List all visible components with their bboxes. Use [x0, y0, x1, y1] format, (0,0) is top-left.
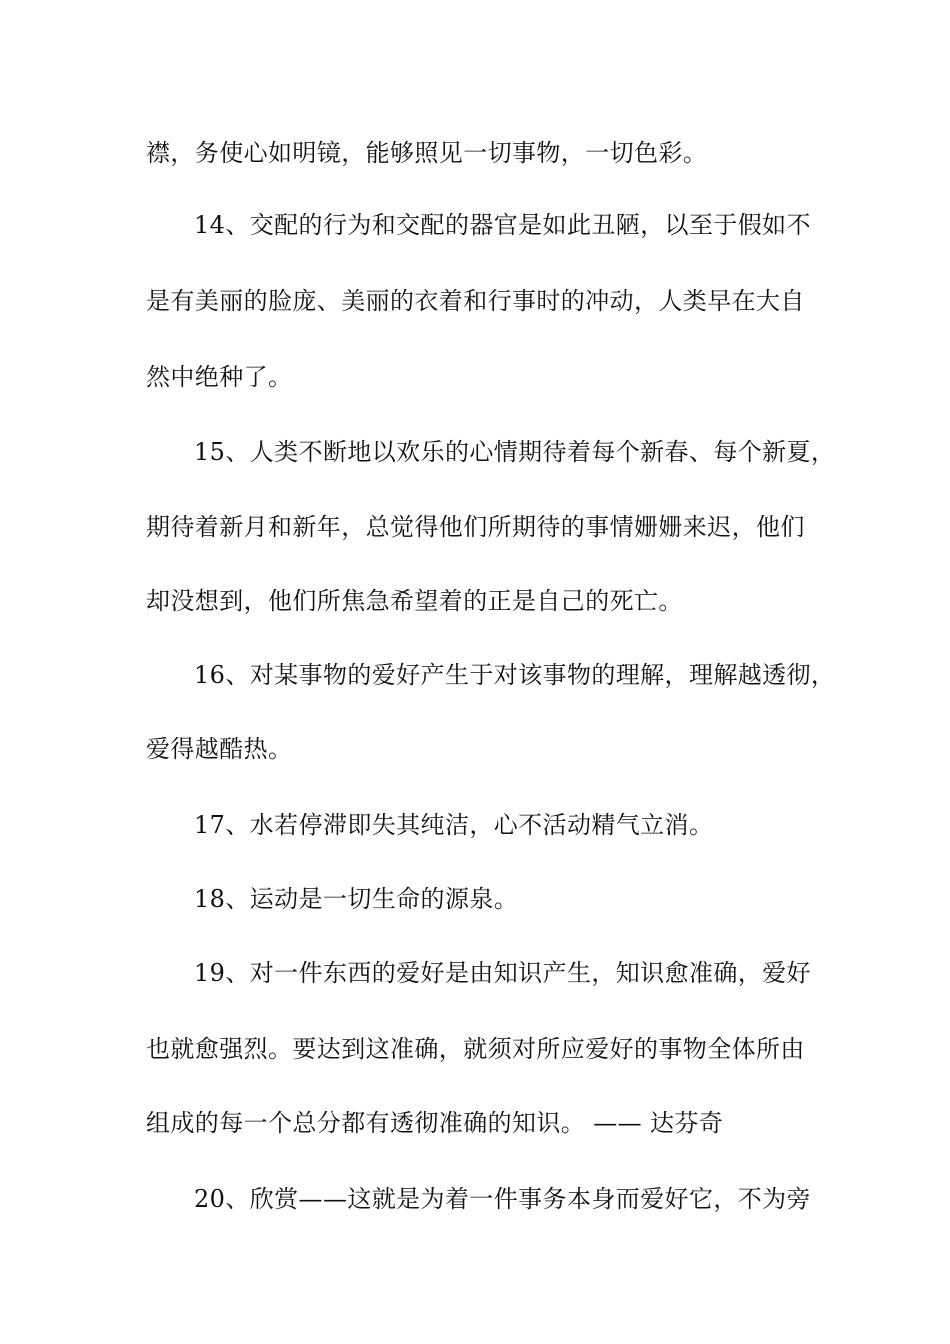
text-line: 然中绝种了。	[146, 363, 293, 391]
text-line: 组成的每一个总分都有透彻准确的知识。 —— 达芬奇	[146, 1109, 724, 1137]
text-line: 襟，务使心如明镜，能够照见一切事物，一切色彩。	[146, 139, 708, 167]
text-line: 期待着新月和新年，总觉得他们所期待的事情姗姗来迟，他们	[146, 513, 805, 541]
text-line-item-19: 19、对一件东西的爱好是由知识产生，知识愈准确，爱好	[194, 959, 811, 987]
text-line: 是有美丽的脸庞、美丽的衣着和行事时的冲动，人类早在大自	[146, 287, 805, 315]
text-line-item-18: 18、运动是一切生命的源泉。	[194, 885, 519, 913]
text-line-item-15: 15、人类不断地以欢乐的心情期待着每个新春、每个新夏，	[194, 438, 836, 466]
text-line-item-16: 16、对某事物的爱好产生于对该事物的理解，理解越透彻，	[194, 661, 836, 689]
text-line: 爱得越酷热。	[146, 735, 293, 763]
text-line-item-17: 17、水若停滞即失其纯洁，心不活动精气立消。	[194, 811, 714, 839]
text-line-item-20: 20、欣赏——这就是为着一件事务本身而爱好它，不为旁	[194, 1185, 811, 1213]
text-line: 也就愈强烈。要达到这准确，就须对所应爱好的事物全体所由	[146, 1035, 805, 1063]
text-line-item-14: 14、交配的行为和交配的器官是如此丑陋，以至于假如不	[194, 211, 811, 239]
text-line: 却没想到，他们所焦急希望着的正是自己的死亡。	[146, 587, 683, 615]
